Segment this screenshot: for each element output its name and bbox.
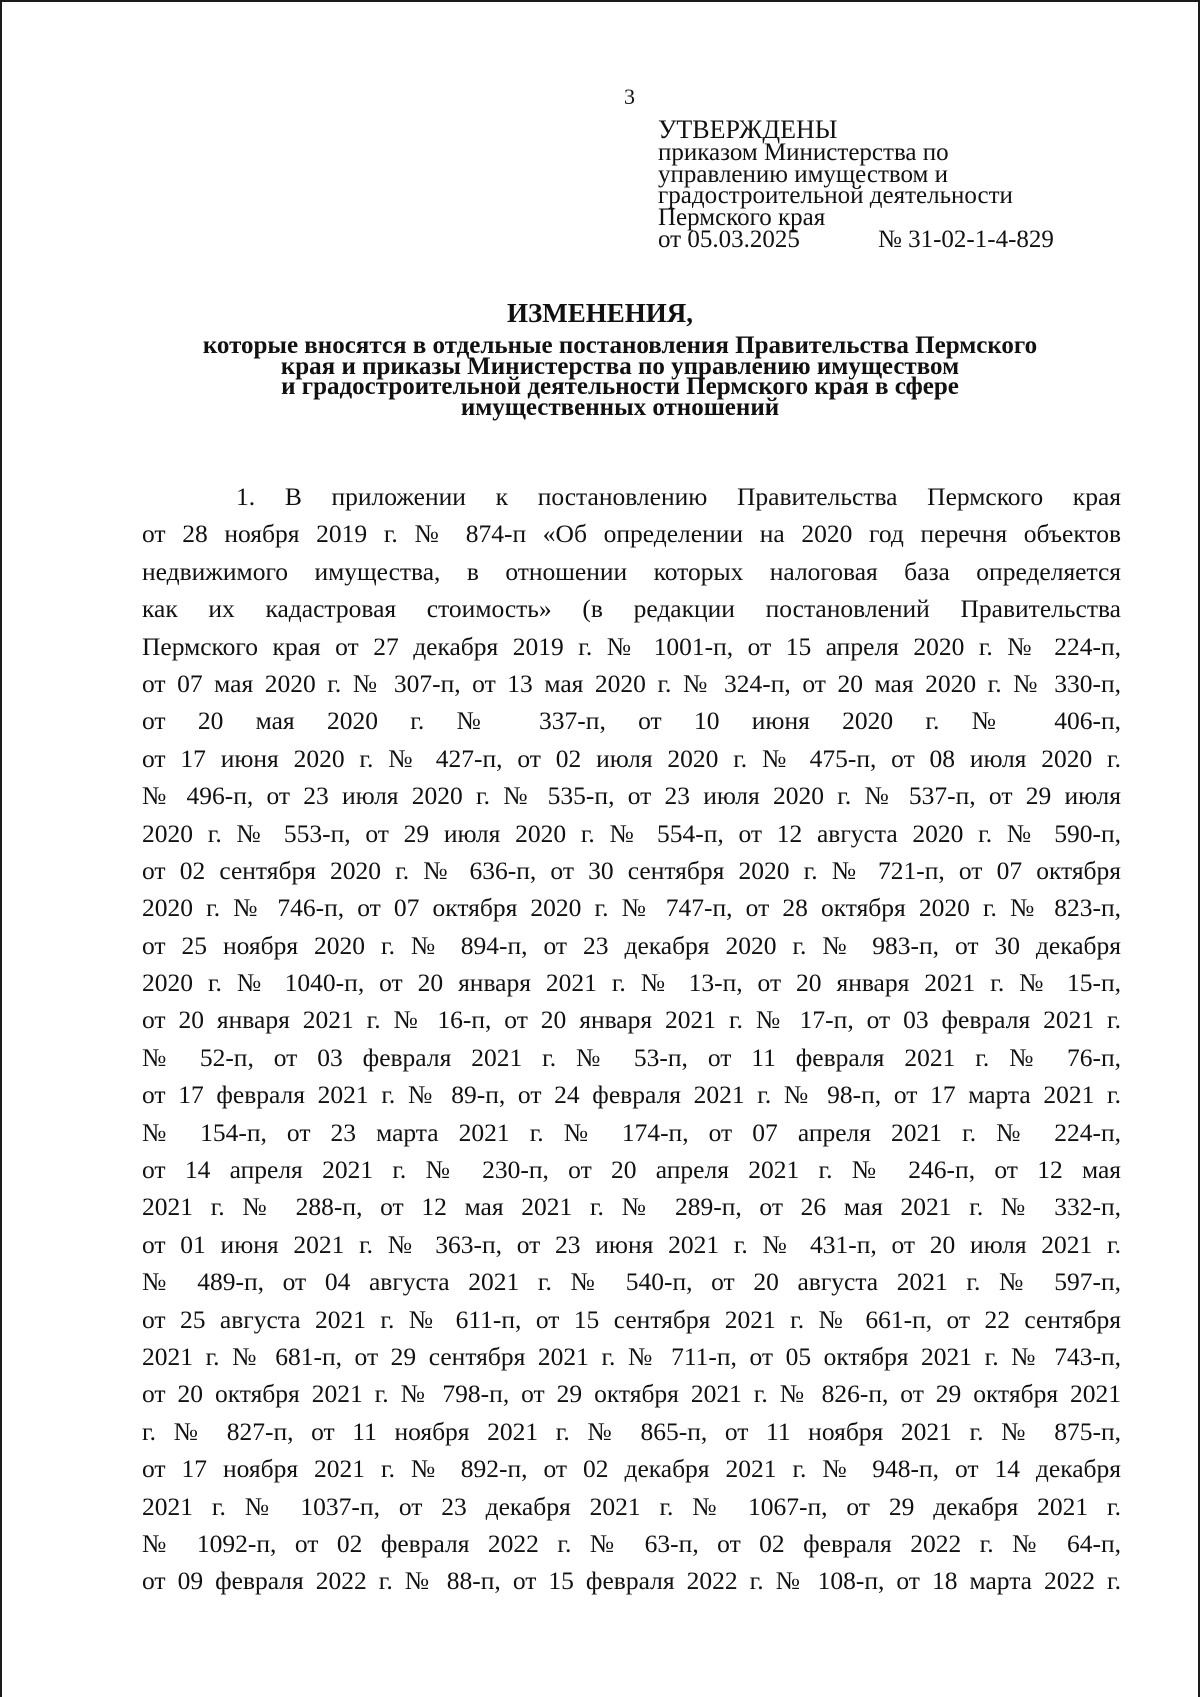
paragraph-line: от 07 мая 2020 г. № 307-п, от 13 мая 2020 г. № 324-п, от 20 мая 2020 г. № 330-п, [142, 668, 1121, 698]
paragraph-line: от 17 июня 2020 г. № 427-п, от 02 июля 2020 г. № 475-п, от 08 июля 2020 г. [142, 743, 1121, 773]
paragraph-line: № 496-п, от 23 июля 2020 г. № 535-п, от 23 июля 2020 г. № 537-п, от 29 июля [142, 781, 1121, 811]
subtitle-line: имущественных отношений [460, 393, 780, 421]
paragraph-line: от 25 ноября 2020 г. № 894-п, от 23 декабря 2020 г. № 983-п, от 30 декабря [142, 930, 1121, 960]
approval-number: № 31-02-1-4-829 [878, 225, 1054, 253]
paragraph-line: г. № 827-п, от 11 ноября 2021 г. № 865-п, от 11 ноября 2021 г. № 875-п, [142, 1416, 1121, 1446]
paragraph-line: 2020 г. № 553-п, от 29 июля 2020 г. № 554-п, от 12 августа 2020 г. № 590-п, [142, 818, 1121, 848]
approval-date-row [658, 225, 1128, 253]
subtitle-line: края и приказы Министерства по управлению имуществом [280, 352, 960, 380]
document-subtitle [130, 332, 1110, 421]
paragraph-line: от 17 ноября 2021 г. № 892-п, от 02 декабря 2021 г. № 948-п, от 14 декабря [142, 1454, 1121, 1484]
paragraph-line: от 01 июня 2021 г. № 363-п, от 23 июня 2021 г. № 431-п, от 20 июля 2021 г. [142, 1229, 1121, 1259]
document-body [142, 478, 1121, 1600]
paragraph-line: от 20 января 2021 г. № 16-п, от 20 января 2021 г. № 17-п, от 03 февраля 2021 г. [142, 1005, 1121, 1035]
paragraph-line: № 489-п, от 04 августа 2021 г. № 540-п, от 20 августа 2021 г. № 597-п, [142, 1267, 1121, 1297]
subtitle-line: которые вносятся в отдельные постановления Правительства Пермского [202, 332, 1038, 359]
paragraph-line: 2021 г. № 1037-п, от 23 декабря 2021 г. № 1067-п, от 29 декабря 2021 г. [142, 1491, 1121, 1521]
paragraph-line: от 28 ноября 2019 г. № 874-п «Об определении на 2020 год перечня объектов [142, 519, 1121, 549]
paragraph-line: № 52-п, от 03 февраля 2021 г. № 53-п, от 11 февраля 2021 г. № 76-п, [142, 1042, 1121, 1072]
paragraph-first-line: 1. В приложении к постановлению Правительства Пермского края [236, 482, 1121, 511]
approval-block [658, 115, 1128, 253]
approval-line: градостроительной деятельности [658, 182, 1013, 210]
paragraph-line: Пермского края от 27 декабря 2019 г. № 1001-п, от 15 апреля 2020 г. № 224-п, [142, 631, 1121, 661]
paragraph-line: от 25 августа 2021 г. № 611-п, от 15 сентября 2021 г. № 661-п, от 22 сентября [142, 1304, 1121, 1334]
approval-line: приказом Министерства по [658, 139, 949, 166]
paragraph-line: 2020 г. № 746-п, от 07 октября 2020 г. № 747-п, от 28 октября 2020 г. № 823-п, [142, 893, 1121, 923]
paragraph-line: от 20 октября 2021 г. № 798-п, от 29 октября 2021 г. № 826-п, от 29 октября 2021 [142, 1379, 1121, 1409]
paragraph-line: как их кадастровая стоимость» (в редакции постановлений Правительства [142, 594, 1121, 624]
paragraph-line: № 1092-п, от 02 февраля 2022 г. № 63-п, от 02 февраля 2022 г. № 64-п, [142, 1528, 1121, 1558]
subtitle-line: и градостроительной деятельности Пермского края в сфере [281, 373, 959, 400]
page-number: 3 [624, 84, 635, 109]
paragraph-line: от 02 сентября 2020 г. № 636-п, от 30 сентября 2020 г. № 721-п, от 07 октября [142, 855, 1121, 885]
document-title: ИЗМЕНЕНИЯ, [506, 298, 693, 328]
paragraph-line: недвижимого имущества, в отношении которых налоговая база определяется [142, 556, 1121, 586]
paragraph-line: № 154-п, от 23 марта 2021 г. № 174-п, от 07 апреля 2021 г. № 224-п, [142, 1117, 1121, 1147]
paragraph-line: от 14 апреля 2021 г. № 230-п, от 20 апреля 2021 г. № 246-п, от 12 мая [142, 1155, 1121, 1185]
scan-edge-top [0, 0, 1200, 2]
paragraph-line: от 09 февраля 2022 г. № 88-п, от 15 февраля 2022 г. № 108-п, от 18 марта 2022 г. [142, 1566, 1121, 1596]
approval-date: от 05.03.2025 [658, 225, 800, 253]
paragraph-line: 2021 г. № 288-п, от 12 мая 2021 г. № 289-п, от 26 мая 2021 г. № 332-п, [142, 1192, 1121, 1222]
approval-heading: УТВЕРЖДЕНЫ [658, 115, 838, 144]
paragraph-line: 2020 г. № 1040-п, от 20 января 2021 г. № 13-п, от 20 января 2021 г. № 15-п, [142, 968, 1121, 998]
approval-line: управлению имуществом и [658, 160, 949, 188]
paragraph-line: от 17 февраля 2021 г. № 89-п, от 24 февраля 2021 г. № 98-п, от 17 марта 2021 г. [142, 1080, 1121, 1110]
scan-edge-left [0, 0, 2, 1697]
paragraph-line: от 20 мая 2020 г. № 337-п, от 10 июня 2020 г. № 406-п, [142, 706, 1121, 736]
paragraph-line: 2021 г. № 681-п, от 29 сентября 2021 г. № 711-п, от 05 октября 2021 г. № 743-п, [142, 1341, 1121, 1371]
approval-line: Пермского края [658, 204, 826, 232]
